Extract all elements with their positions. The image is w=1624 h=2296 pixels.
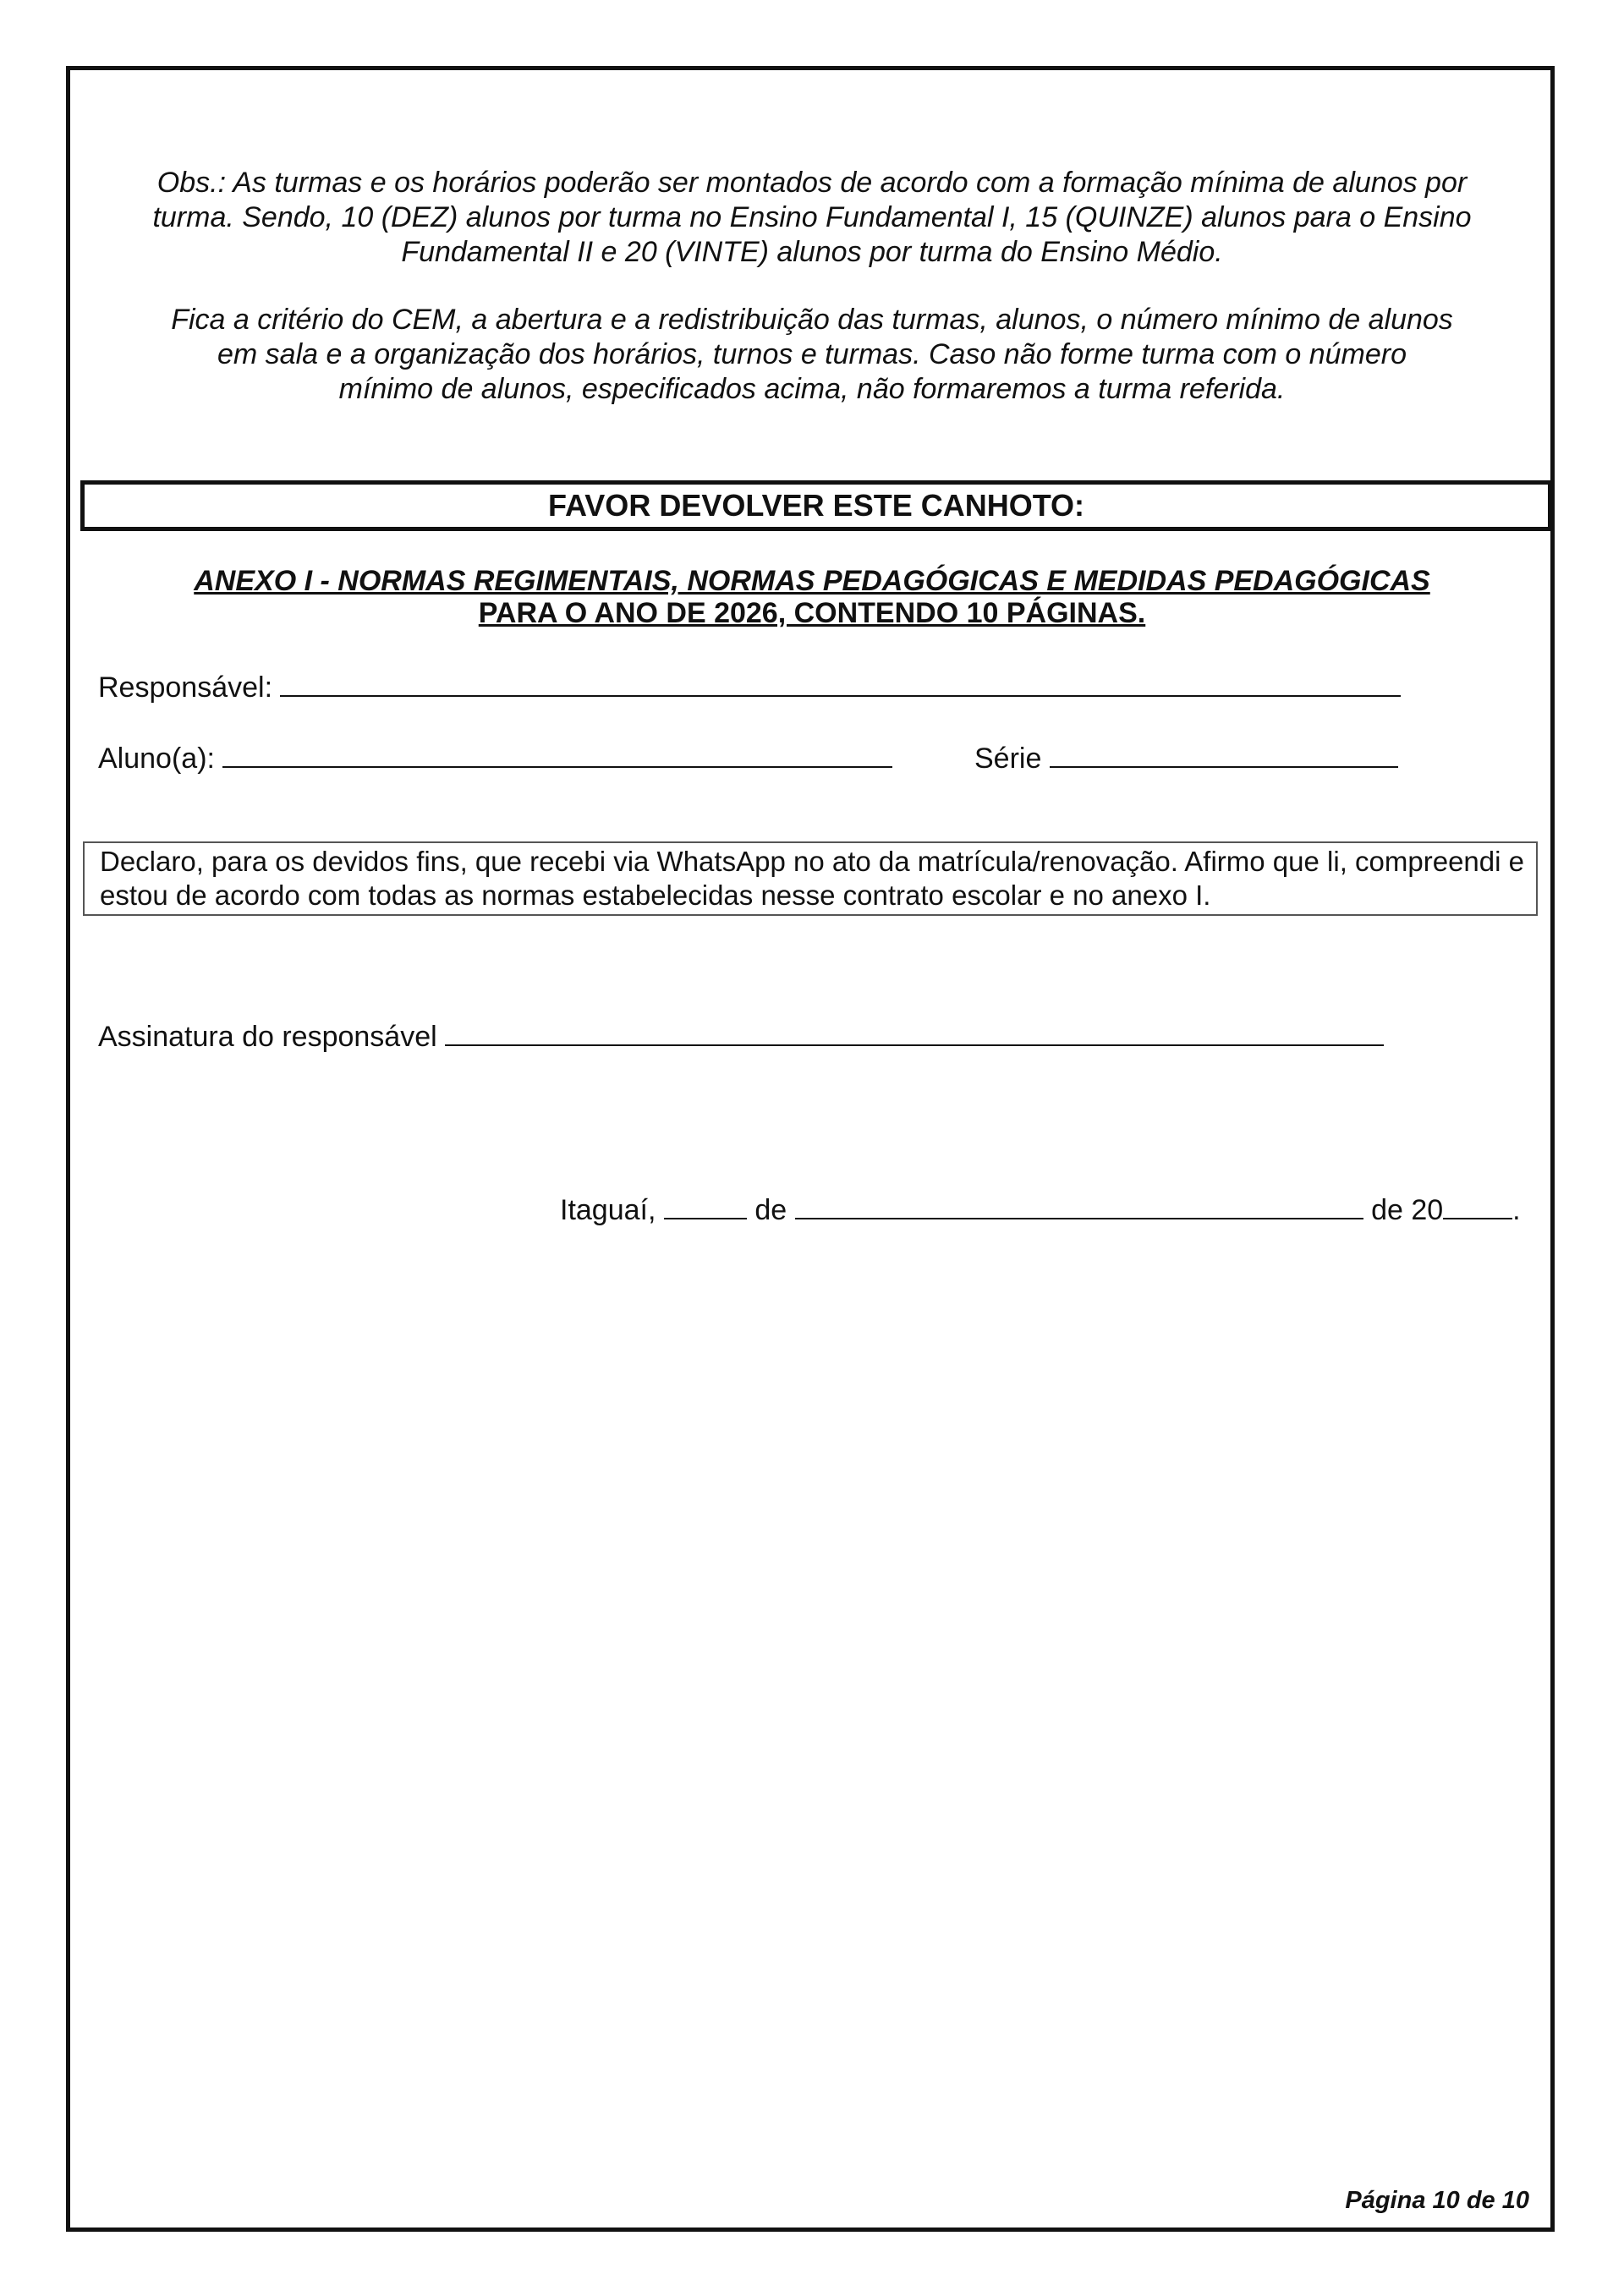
obs-line: turma. Sendo, 10 (DEZ) alunos por turma no Ensino Fundamental I, 15 (QUINZE) alunos para o Ensino [152,201,1472,233]
month-field[interactable] [795,1192,1363,1219]
date-row [560,1192,1521,1227]
responsavel-field[interactable] [280,670,1401,697]
obs-line: mínimo de alunos, especificados acima, não formaremos a turma referida. [338,373,1286,405]
date-end-period: . [1512,1194,1521,1226]
aluno-field[interactable] [222,741,892,768]
assinatura-label: Assinatura do responsável [98,1021,437,1053]
obs-paragraph-2 [93,303,1531,407]
assinatura-row [98,1019,1384,1054]
anexo-heading [93,565,1531,629]
responsavel-row [98,670,1401,704]
canhoto-banner: FAVOR DEVOLVER ESTE CANHOTO: [80,480,1552,531]
anexo-heading-line-2: PARA O ANO DE 2026, CONTENDO 10 PÁGINAS. [478,597,1146,629]
assinatura-field[interactable] [445,1019,1384,1046]
obs-line: em sala e a organização dos horários, turnos e turmas. Caso não forme turma com o número [217,338,1407,370]
serie-label: Série [974,743,1042,775]
responsavel-label: Responsável: [98,671,273,704]
declaration-box: Declaro, para os devidos fins, que recebi via WhatsApp no ato da matrícula/renovação. Afirmo que li, compreendi e estou de acordo com todas as normas estabelecidas nesse contrato escolar e no anexo I. [83,841,1538,916]
obs-line: Fica a critério do CEM, a abertura e a redistribuição das turmas, alunos, o número mínimo de alunos [171,304,1453,336]
year-field[interactable] [1443,1192,1512,1219]
serie-field[interactable] [1050,741,1398,768]
aluno-row [98,741,892,775]
serie-row [974,741,1398,775]
obs-line: Obs.: As turmas e os horários poderão ser montados de acordo com a formação mínima de alunos por [156,167,1468,199]
de-label-1: de [754,1194,787,1226]
day-field[interactable] [664,1192,747,1219]
obs-line: Fundamental II e 20 (VINTE) alunos por turma do Ensino Médio. [401,236,1223,268]
de-label-2: de 20 [1371,1194,1444,1226]
obs-paragraph-1 [93,166,1531,270]
aluno-label: Aluno(a): [98,743,215,775]
page-number: Página 10 de 10 [1345,2187,1529,2214]
anexo-heading-line-1: ANEXO I - NORMAS REGIMENTAIS, NORMAS PEDAGÓGICAS E MEDIDAS PEDAGÓGICAS [194,565,1430,597]
city-label: Itaguaí, [560,1194,656,1226]
